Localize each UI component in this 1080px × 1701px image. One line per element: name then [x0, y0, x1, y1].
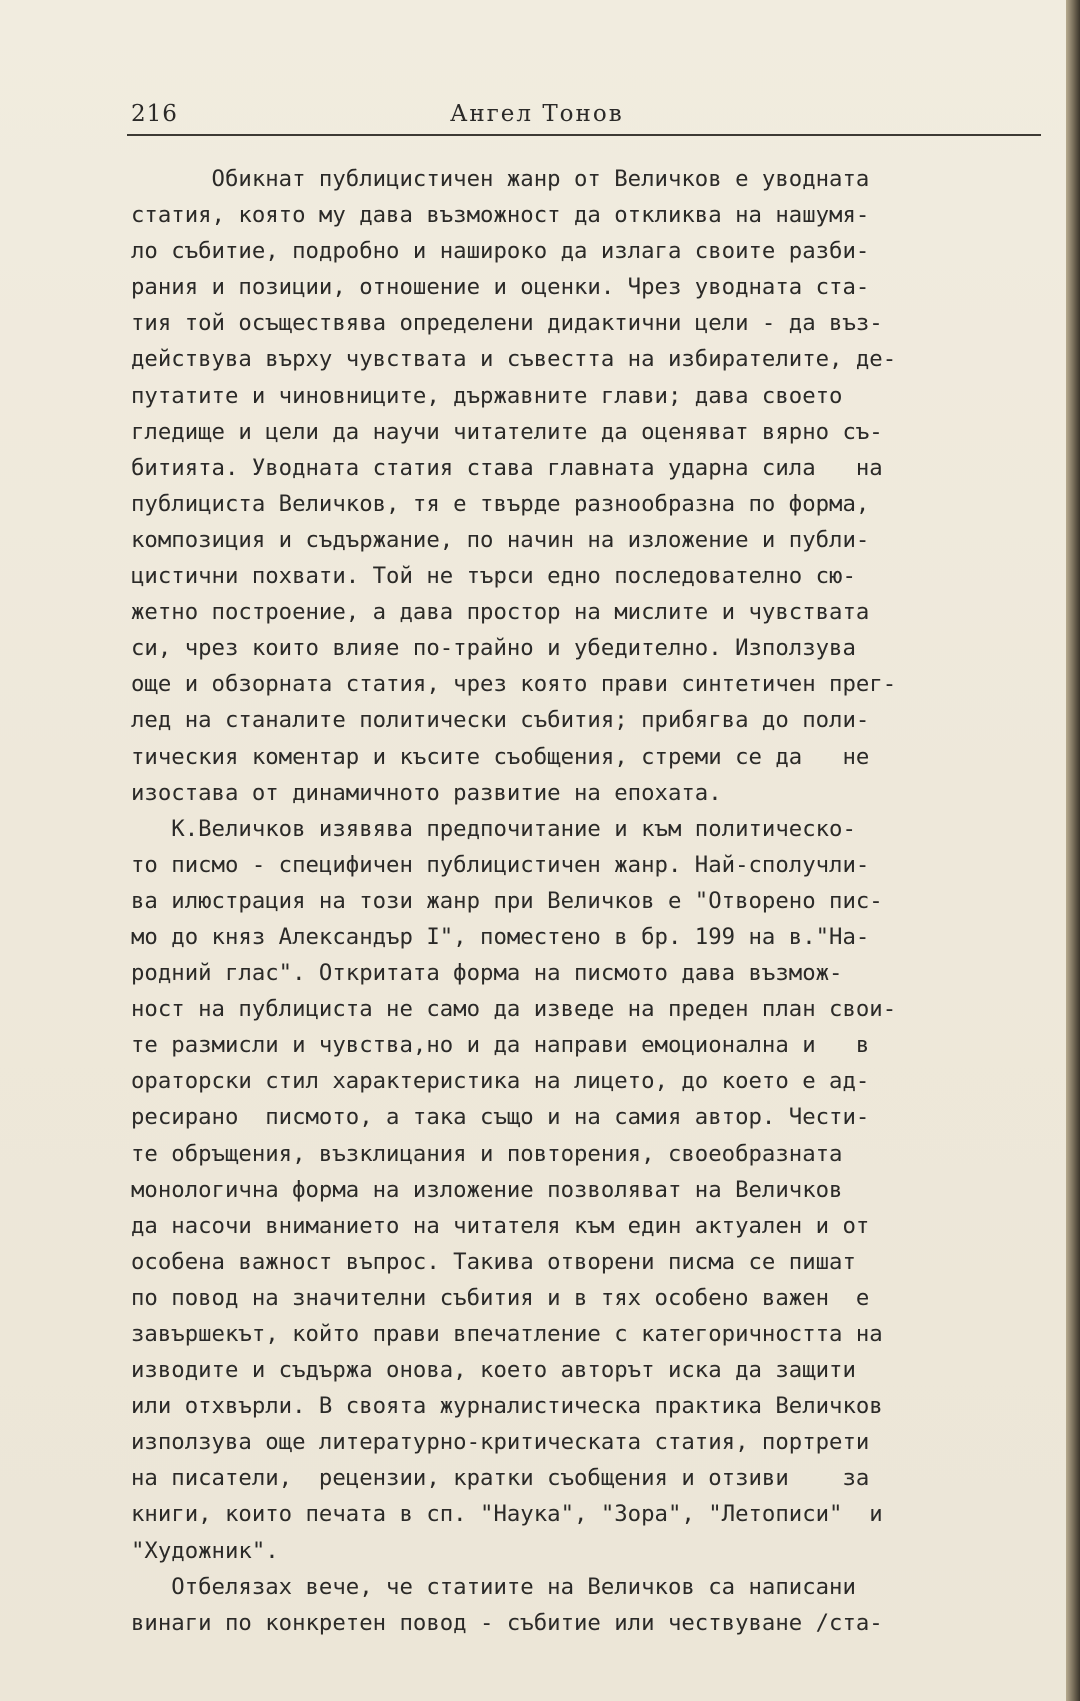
text-line: ност на публициста не само да изведе на преден план свои-	[131, 996, 897, 1023]
text-line: винаги по конкретен повод - събитие или чествуване /ста-	[131, 1609, 883, 1636]
header-divider	[127, 134, 1041, 136]
text-line: да насочи вниманието на читателя към един актуален и от	[131, 1212, 870, 1239]
text-line: използува още литературно-критическата статия, портрети	[131, 1429, 870, 1456]
text-line: мо до княз Александър I", поместено в бр. 199 на в."На-	[131, 923, 870, 950]
text-line: още и обзорната статия, чрез която прави синтетичен прег-	[131, 671, 897, 698]
text-line: родний глас". Откритата форма на писмото дава възмож-	[131, 960, 843, 987]
body-text	[131, 161, 1061, 1641]
text-line: ва илюстрация на този жанр при Величков е "Отворено пис-	[131, 887, 883, 914]
text-line: рания и позиции, отношение и оценки. Чрез уводната ста-	[131, 274, 870, 301]
text-line: композиция и съдържание, по начин на изложение и публи-	[131, 526, 870, 553]
page-number: 216	[131, 101, 178, 127]
text-line: на писатели, рецензии, кратки съобщения и отзиви за	[131, 1465, 870, 1492]
text-line: ло събитие, подробно и нашироко да излага своите разби-	[131, 238, 870, 265]
text-line: путатите и чиновниците, държавните глави; дава своето	[131, 382, 843, 409]
text-line: лед на станалите политически събития; прибягва до поли-	[131, 707, 870, 734]
text-line: жетно построение, а дава простор на мислите и чувствата	[131, 599, 870, 626]
text-line: завършекът, който прави впечатление с категоричността на	[131, 1321, 883, 1347]
text-line: статия, която му дава възможност да откликва на нашумя-	[131, 202, 870, 229]
text-line: "Художник".	[131, 1537, 279, 1564]
text-line: публициста Величков, тя е твърде разнообразна по форма,	[131, 490, 870, 517]
text-line: те обръщения, възклицания и повторения, своеобразната	[131, 1140, 843, 1167]
text-line: К.Величков изявява предпочитание и към политическо-	[131, 815, 856, 842]
running-head-author: Ангел Тонов	[450, 101, 624, 127]
text-line: гледище и цели да научи читателите да оценяват вярно съ-	[131, 418, 883, 445]
text-line: Отбелязах вече, че статиите на Величков са написани	[131, 1573, 856, 1600]
text-line: или отхвърли. В своята журналистическа практика Величков	[131, 1393, 883, 1420]
page-binding-edge	[1066, 0, 1080, 1701]
page-header	[128, 99, 1042, 135]
text-line: монологична форма на изложение позволяват на Величков	[131, 1176, 843, 1203]
text-line: книги, които печата в сп. "Наука", "Зора", "Летописи" и	[131, 1501, 883, 1528]
text-line: тическия коментар и късите съобщения, стреми се да не	[131, 743, 870, 770]
text-line: действува върху чувствата и съвестта на избирателите, де-	[131, 346, 897, 373]
text-line: цистични похвати. Той не търси едно последователно сю-	[131, 563, 856, 590]
text-line: битията. Уводната статия става главната ударна сила на	[131, 454, 883, 481]
text-line: тия той осъществява определени дидактични цели - да въз-	[131, 310, 883, 337]
text-line: особена важност въпрос. Такива отворени писма се пишат	[131, 1248, 856, 1275]
text-line: те размисли и чувства,но и да направи емоционална и в	[131, 1032, 870, 1059]
text-line: Обикнат публицистичен жанр от Величков е уводната	[131, 166, 870, 192]
text-line: изостава от динамичното развитие на епохата.	[131, 779, 722, 806]
text-line: ораторски стил характеристика на лицето, до което е ад-	[131, 1068, 870, 1095]
text-line: изводите и съдържа онова, което авторът иска да защити	[131, 1357, 856, 1384]
text-line: по повод на значителни събития и в тях особено важен е	[131, 1284, 870, 1311]
text-line: ресирано писмото, а така също и на самия автор. Чести-	[131, 1104, 870, 1131]
text-line: си, чрез които влияе по-трайно и убедително. Използува	[131, 635, 856, 662]
text-line: то писмо - специфичен публицистичен жанр. Най-сполучли-	[131, 851, 870, 878]
